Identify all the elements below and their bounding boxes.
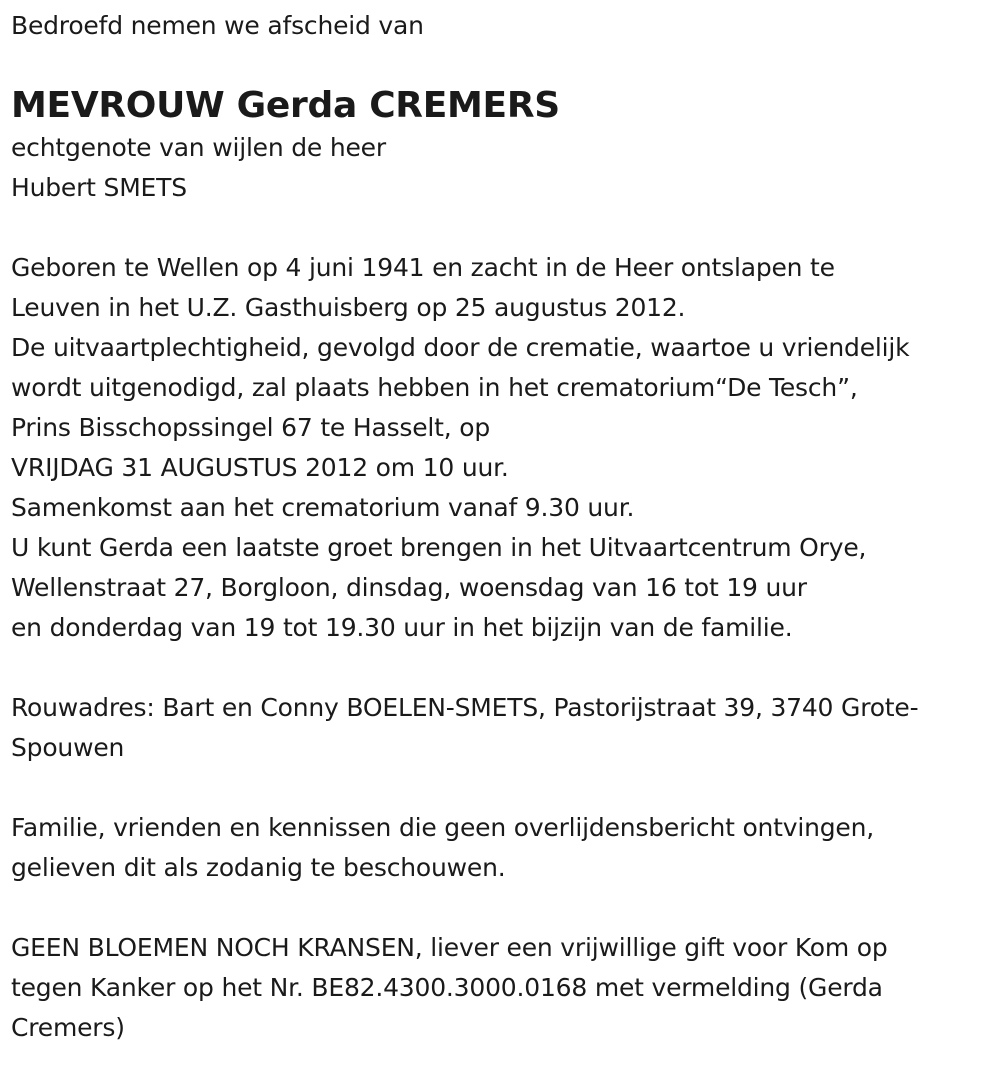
deceased-name: MEVROUW Gerda CREMERS xyxy=(11,85,560,126)
donation-line: Cremers) xyxy=(11,1013,125,1042)
details-line: Samenkomst aan het crematorium vanaf 9.30 uur. xyxy=(11,493,635,522)
donation-block xyxy=(11,928,990,1048)
details-line: De uitvaartplechtigheid, gevolgd door de crematie, waartoe u vriendelijk xyxy=(11,333,910,362)
details-line: Wellenstraat 27, Borgloon, dinsdag, woensdag van 16 tot 19 uur xyxy=(11,573,807,602)
intro-text: Bedroefd nemen we afscheid van xyxy=(11,11,424,40)
spouse-block xyxy=(11,128,990,208)
donation-line: tegen Kanker op het Nr. BE82.4300.3000.0168 met vermelding (Gerda xyxy=(11,973,883,1002)
spacer xyxy=(11,888,990,928)
details-line: U kunt Gerda een laatste groet brengen in het Uitvaartcentrum Orye, xyxy=(11,533,867,562)
address-line: Spouwen xyxy=(11,733,125,762)
notice-line: gelieven dit als zodanig te beschouwen. xyxy=(11,853,506,882)
details-block xyxy=(11,248,990,648)
address-block xyxy=(11,688,990,768)
spacer xyxy=(11,208,990,248)
spouse-line: echtgenote van wijlen de heer xyxy=(11,133,386,162)
funeral-date: VRIJDAG 31 AUGUSTUS 2012 om 10 uur. xyxy=(11,453,509,482)
spacer xyxy=(11,768,990,808)
details-line: Geboren te Wellen op 4 juni 1941 en zacht in de Heer ontslapen te xyxy=(11,253,835,282)
details-line: en donderdag van 19 tot 19.30 uur in het bijzijn van de familie. xyxy=(11,613,793,642)
details-line: wordt uitgenodigd, zal plaats hebben in het crematorium“De Tesch”, xyxy=(11,373,858,402)
details-line: Leuven in het U.Z. Gasthuisberg op 25 augustus 2012. xyxy=(11,293,686,322)
spouse-name: Hubert SMETS xyxy=(11,173,187,202)
notice-line: Familie, vrienden en kennissen die geen overlijdensbericht ontvingen, xyxy=(11,813,875,842)
address-line: Rouwadres: Bart en Conny BOELEN-SMETS, Pastorijstraat 39, 3740 Grote- xyxy=(11,693,919,722)
donation-line: GEEN BLOEMEN NOCH KRANSEN, liever een vrijwillige gift voor Kom op xyxy=(11,933,888,962)
spacer xyxy=(11,648,990,688)
details-line: Prins Bisschopssingel 67 te Hasselt, op xyxy=(11,413,491,442)
notice-block xyxy=(11,808,990,888)
